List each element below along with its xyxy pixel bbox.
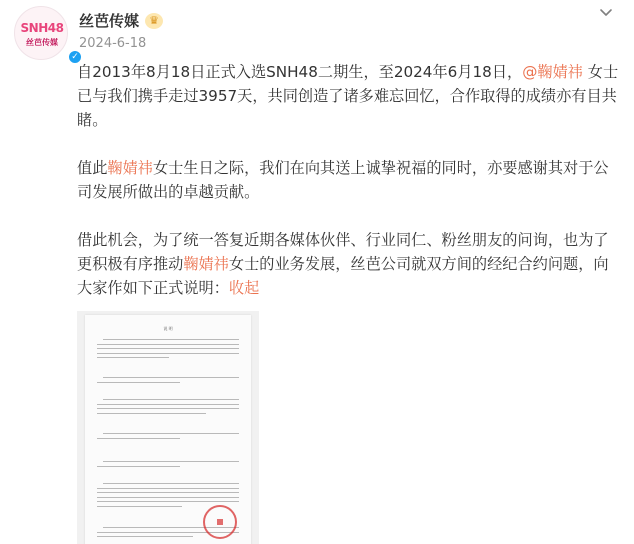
avatar[interactable] <box>14 6 79 62</box>
verified-badge-icon: ✓ <box>67 49 83 65</box>
red-seal-stamp <box>203 505 237 539</box>
document-text-line <box>97 344 239 345</box>
post-date[interactable]: 2024-6-18 <box>79 36 147 51</box>
document-text-line <box>97 466 180 467</box>
crown-badge-icon[interactable]: ♛ <box>145 13 163 29</box>
highlighted-name[interactable]: 鞠婧祎 <box>107 159 153 177</box>
document-text-line <box>97 353 239 354</box>
document-text-line <box>103 339 239 340</box>
highlighted-name[interactable]: 鞠婧祎 <box>183 255 229 273</box>
attached-document-image[interactable] <box>77 311 259 544</box>
paragraph-1-text-a: 自2013年8月18日正式入选SNH48二期生，至2024年6月18日， <box>77 63 523 81</box>
collapse-link[interactable]: 收起 <box>228 279 260 297</box>
document-text-line <box>103 399 239 400</box>
paragraph-1 <box>77 60 622 132</box>
author-name-row <box>79 10 163 31</box>
document-text-line <box>97 382 180 383</box>
avatar-logo-subtext: 丝芭传媒 <box>26 38 58 47</box>
mention-link[interactable]: @鞠婧祎 <box>522 63 583 81</box>
paragraph-2 <box>77 156 622 204</box>
document-text-line <box>97 413 206 414</box>
document-text-line <box>97 357 169 358</box>
document-text-line <box>97 348 239 349</box>
paragraph-3-text-a: 借此机会，为了统一答复近期各媒体伙伴、行业同仁、粉丝朋友的问询，也为了更积极有序推动 <box>77 231 609 273</box>
document-text-line <box>97 492 239 493</box>
document-title: 说 明 <box>163 326 173 331</box>
document-text-line <box>97 497 239 498</box>
document-text-line <box>97 501 239 502</box>
document-text-line <box>97 536 193 537</box>
document-text-line <box>103 433 239 434</box>
post-content <box>77 60 622 324</box>
paragraph-2-text-b: 女士生日之际，我们在向其送上诚挚祝福的同时，亦要感谢其对于公司发展所做出的卓越贡献。 <box>77 159 609 201</box>
document-text-line <box>103 483 239 484</box>
document-text-line <box>97 438 180 439</box>
author-name[interactable]: 丝芭传媒 <box>79 12 140 30</box>
document-text-line <box>103 377 239 378</box>
paragraph-1-text-b: 女士已与我们携手走过3957天，共同创造了诸多难忘回忆，合作取得的成绩亦有目共睹。 <box>77 63 619 129</box>
paragraph-3-text-b: 女士的业务发展，丝芭公司就双方间的经纪合约问题，向大家作如下正式说明： <box>77 255 609 297</box>
paragraph-2-text-a: 值此 <box>77 159 108 177</box>
document-text-line <box>97 488 239 489</box>
document-sheet <box>85 315 251 544</box>
document-text-line <box>97 408 239 409</box>
avatar-logo-text: SNH48 <box>20 21 64 35</box>
document-text-line <box>97 506 182 507</box>
chevron-down-icon[interactable] <box>598 4 614 20</box>
document-text-line <box>103 461 239 462</box>
paragraph-3 <box>77 228 622 300</box>
document-text-line <box>97 404 239 405</box>
